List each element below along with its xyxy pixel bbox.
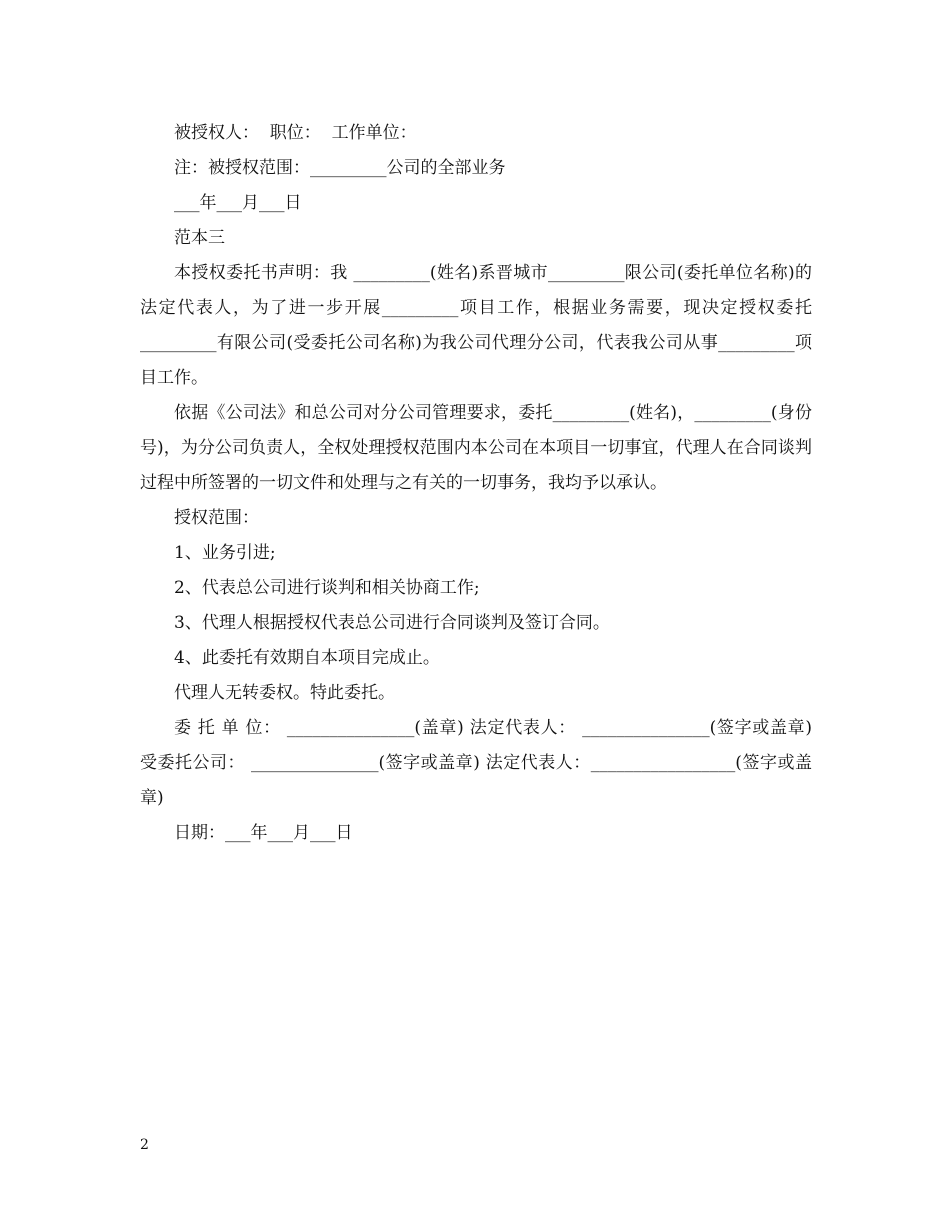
company-law-paragraph: 依据《公司法》和总公司对分公司管理要求，委托_________(姓名)，_________(身份号)，为分公司负责人，全权处理授权范围内本公司在本项目一切事宜，代理人在合同谈判过程中所签署的一切文件和处理与之有关的一切事务，我均予以承认。 [140,403,812,493]
page-number: 2 [140,1137,149,1153]
signature-block: 委 托 单 位： _______________(盖章) 法定代表人： _______________(签字或盖章) 受委托公司： _______________(签字或盖章) 法定代表人：_________________(签字或盖章) [140,718,818,808]
no-sub-delegation-statement: 代理人无转委权。特此委托。 [174,683,395,703]
authorization-scope-note: 注：被授权范围：_________公司的全部业务 [174,158,506,178]
authorization-scope-heading: 授权范围： [174,508,259,528]
template-heading: 范本三 [174,228,225,248]
scope-item-3: 3、代理人根据授权代表总公司进行合同谈判及签订合同。 [174,613,610,633]
scope-item-1: 1、业务引进; [174,543,276,563]
document-body [140,116,818,851]
scope-item-4: 4、此委托有效期自本项目完成止。 [174,648,440,668]
authorized-person-line: 被授权人： 职位： 工作单位： [174,123,417,143]
signature-date-line: 日期：___年___月___日 [174,823,353,843]
scope-item-2: 2、代表总公司进行谈判和相关协商工作; [174,578,480,598]
authorization-declaration-paragraph: 本授权委托书声明：我 _________(姓名)系晋城市_________限公司(委托单位名称)的法定代表人，为了进一步开展_________项目工作，根据业务需要，现决定授权委托_________有限公司(受委托公司名称)为我公司代理分公司，代表我公司从事_________项目工作。 [140,263,812,388]
date-placeholder-line: ___年___月___日 [174,193,302,213]
